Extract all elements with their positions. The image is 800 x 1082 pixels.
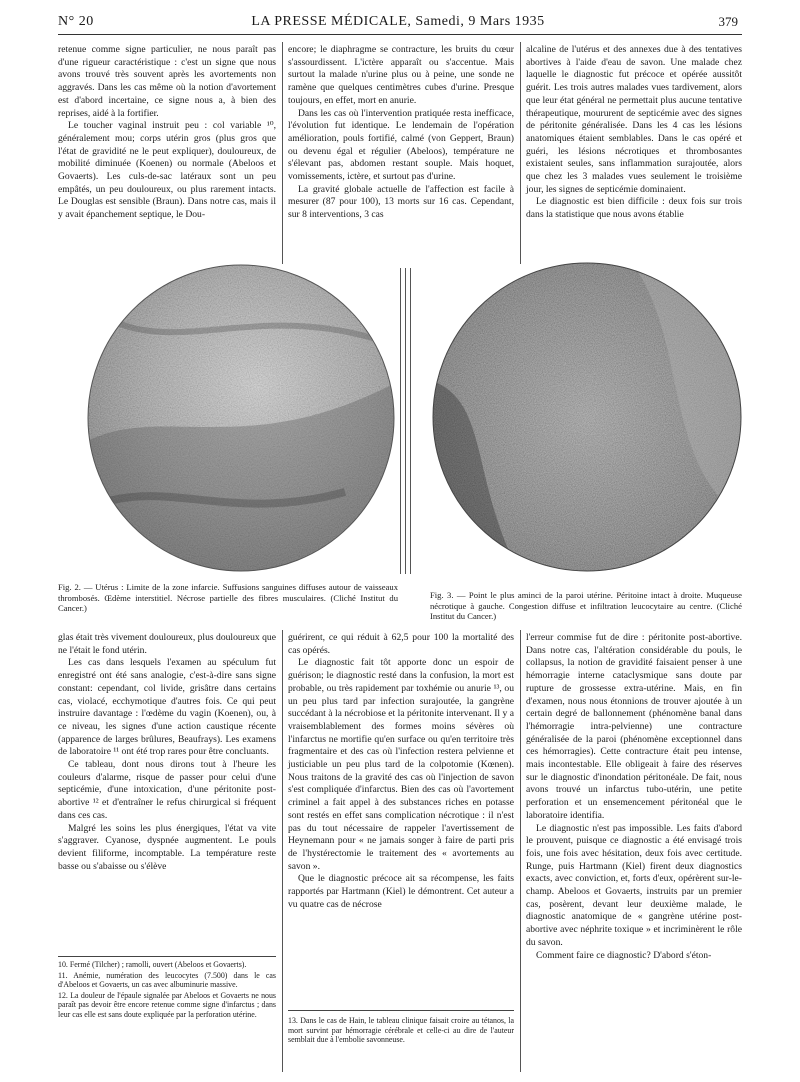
page-number: 379 — [718, 14, 738, 29]
paragraph: alcaline de l'utérus et des annexes due à des tentatives abortives à l'aide d'eau de savon. Une malade chez laquelle le diagnostic fut précoce et opérée aussitôt guérit. Les trois autres malades vues tardivement, alors que leur état général ne permettait plus aucune tentative thérapeutique, moururent de septicémie avec des signes de péritonite généralisée. Dans les 4 cas les lésions anatomiques étaient semblables. Dans le cas opéré et guéri, les lésions nécrotiques et thrombosantes existaient seules, sans inflammation surajoutée, alors que chez les 3 malades vues seulement le troisième jour, les signes de septicémie dominaient. — [526, 44, 742, 195]
paragraph: Les cas dans lesquels l'examen au spéculum fut enregistré ont été sans analogie, c'est-à-dire sans signe constant: cependant, col livide, grisâtre dans certains cas, violacé, ecchymotique d'autres fois. Ce qui peut instruire davantage : l'œdème du vagin (Koenen), ou, à ce niveau, les signes d'une action caustique récente (apparence de larges brûlures, Beaufrays). Les examens de laboratoire ¹¹ ont été trop rares pour être concluants. — [58, 657, 276, 758]
figure-2-caption: Fig. 2. — Utérus : Limite de la zone infarcie. Suffusions sanguines diffuses autour de vaisseaux thrombosés. Œdème interstitiel. Nécrose partielle des fibres musculaires. (Cliché Institut du Cancer.) — [58, 582, 398, 614]
paragraph: Malgré les soins les plus énergiques, l'état va vite s'aggraver. Cyanose, dyspnée augmentent. Le pouls devient filiforme, incomptable. La température reste basse ou s'abaisse ou s'élève — [58, 822, 276, 872]
issue-number: N° 20 — [58, 14, 94, 29]
footnote: 11. Anémie, numération des leucocytes (7.500) dans le cas d'Abeloos et Govaerts, un cas avec albuminurie massive. — [58, 970, 276, 990]
paragraph: l'erreur commise fut de dire : péritonite post-abortive. Dans notre cas, l'altération considérable du pouls, le collapsus, la notion de gravidité faisaient penser à une hémorragie interne cataclysmique sans doute par rupture de grossesse extra-utérine. Mais, en fin d'examen, nous nous étonnions de trouver ajoutée à un certain degré de ballonnement (phénomène banal dans l'hémorragie intra-pelvienne) une contracture généralisée de la paroi (phénomène exceptionnel dans ces hémorragies). Cette contracture était peu intense, mais incontestable. Elle obligeait à faire des réserves sur le diagnostic d'inondation péritonéale. De fait, nous avons trouvé un infarctus tubo-utérin, une petite perforation et un ensemencement péritonéal que le laboratoire identifia. — [526, 632, 742, 821]
figure-2-micrograph — [85, 262, 397, 574]
footnote: 13. Dans le cas de Hain, le tableau clinique faisait croire au tétanos, la mort survint par hémorragie cérébrale et celle-ci au dire de l'auteur semblait due à l'embolie savonneuse. — [288, 1016, 514, 1045]
figure-rule — [405, 268, 406, 574]
paragraph: Le toucher vaginal instruit peu : col variable ¹⁰, généralement mou; corps utérin gros (plus gros que l'état de gravidité ne le peut expliquer), douloureux, de mobilité diminuée (Koenen) ou normale (Abeloos et Govaerts). Les culs-de-sac latéraux sont un peu empâtés, un peu douloureux, ou plus rarement intacts. Le Douglas est sensible (Braun). Dans notre cas, mais il y avait épanchement septique, le Dou- — [58, 120, 276, 221]
footnote: 12. La douleur de l'épaule signalée par Abeloos et Govaerts ne nous paraît pas devoir être encore retenue comme signe d'infarctus ; dans leur cas elle est sans doute expliquée par la perforation utérine. — [58, 990, 276, 1019]
column-rule — [520, 42, 521, 264]
column-rule — [282, 630, 283, 1072]
column-rule — [282, 42, 283, 264]
header-rule — [58, 34, 742, 35]
journal-title: LA PRESSE MÉDICALE, Samedi, 9 Mars 1935 — [251, 14, 545, 29]
bottom-column-3 — [526, 632, 742, 962]
footnotes-column-1 — [58, 960, 276, 1021]
paragraph: glas était très vivement douloureux, plus douloureux que ne l'était le fond utérin. — [58, 632, 276, 656]
footnote-rule — [58, 956, 276, 957]
figure-rule — [400, 268, 401, 574]
paragraph: Ce tableau, dont nous dirons tout à l'heure les couleurs d'alarme, risque de passer pour celui d'une septicémie, d'une intoxication, d'une péritonite post-abortive ¹² et d'entraîner le refus chirurgical si fréquent dans ces cas. — [58, 759, 276, 821]
paragraph: La gravité globale actuelle de l'affection est facile à mesurer (87 pour 100), 13 morts sur 16 cas. Cependant, sur 8 interventions, 3 cas — [288, 183, 514, 221]
paragraph: encore; le diaphragme se contracture, les bruits du cœur s'assourdissent. L'ictère apparaît ou s'accentue. Mais surtout la malade n'urine plus ou à peine, une sonde ne ramène que quelques centimètres cubes d'urine. Presque toujours, en effet, mort en anurie. — [288, 44, 514, 106]
page-header — [58, 14, 738, 36]
paragraph: Que le diagnostic précoce ait sa récompense, les faits rapportés par Hartmann (Kiel) le démontrent. Cet auteur a vu quatre cas de nécrose — [288, 873, 514, 910]
paragraph: Dans les cas où l'intervention pratiquée resta inefficace, l'évolution fut identique. Le lendemain de l'opération amélioration, pouls fortifié, calmé (von Geppert, Braun) ou devenu égal et régulier (Abeloos), température ne s'élevant pas, abdomen restant souple. Mais hoquet, vomissements, ictère, et surtout pas d'urine. — [288, 107, 514, 183]
figure-3-caption: Fig. 3. — Point le plus aminci de la paroi utérine. Péritoine intact à droite. Muqueuse nécrotique à gauche. Congestion diffuse et infiltration leucocytaire au centre. (Cliché Institut du Cancer.) — [430, 590, 742, 622]
figure-rule — [410, 268, 411, 574]
footnote: 10. Fermé (Tilcher) ; ramolli, ouvert (Abeloos et Govaerts). — [58, 960, 247, 969]
paragraph: Le diagnostic fait tôt apporte donc un espoir de guérison; le diagnostic resté dans la confusion, la mort est probable, ou très rapidement par toxhémie ou anurie ¹³, ou un peu plus tard par infection surajoutée, la gangrène succédant à la nécrobiose et la péritonite intervenant. Il y a vraisemblablement des formes moins sévères où l'infarctus ne mortifie qu'en surface ou qu'en territoire très fragmentaire et des cas où l'infection restera pelvienne et justiciable un peu plus tard de la colpotomie (Kœnen). Nous traitons de la gravité des cas où l'injection de savon s'est compliquée d'infarctus. Bien des cas où l'avortement criminel a fait appel à des substances riches en potasse sont restés en effet sans complication nécrotique : il n'est pas du tout nécessaire de rappeler l'avertissement de Heynemann pour « ne jamais songer à faire de parti pris de l'hystérectomie le traitement des « avortements au savon ». — [288, 657, 514, 872]
top-column-1 — [58, 44, 276, 222]
bottom-column-2 — [288, 632, 514, 911]
top-column-2 — [288, 44, 514, 222]
footnote-rule — [288, 1010, 514, 1011]
paragraph: Le diagnostic n'est pas impossible. Les faits d'abord le prouvent, puisque ce diagnostic a été envisagé trois fois, une fois avec hésitation, deux fois avec certitude. Runge, puis Hartmann (Kiel) firent deux diagnostics exacts, avec conviction, et, forts d'eux, opérèrent sur-le-champ. Abeloos et Govaerts, instruits par un premier cas, posèrent, devant leur deuxième malade, le diagnostic anatomique de « gangrène utérine post-abortive avec néphrite toxique » et incriminèrent le rôle du savon. — [526, 822, 742, 948]
paragraph: Comment faire ce diagnostic? D'abord s'éton- — [536, 949, 712, 961]
top-column-3 — [526, 44, 742, 222]
paragraph: retenue comme signe particulier, ne nous paraît pas d'une rigueur caractéristique : c'est un signe que nous avons trouvé très souvent après les avortements non aggravés. Dans les cas même où la notion d'avortement est d'abord incertaine, ce signe nous a, à bien des reprises, aidé à la fortifier. — [58, 44, 276, 119]
paragraph: guérirent, ce qui réduit à 62,5 pour 100 la mortalité des cas opérés. — [288, 632, 514, 656]
column-rule — [520, 630, 521, 1072]
figure-3-micrograph — [430, 260, 744, 574]
bottom-column-1 — [58, 632, 276, 873]
footnotes-column-2 — [288, 1016, 514, 1046]
paragraph: Le diagnostic est bien difficile : deux fois sur trois dans la statistique que nous avons établie — [526, 196, 742, 221]
